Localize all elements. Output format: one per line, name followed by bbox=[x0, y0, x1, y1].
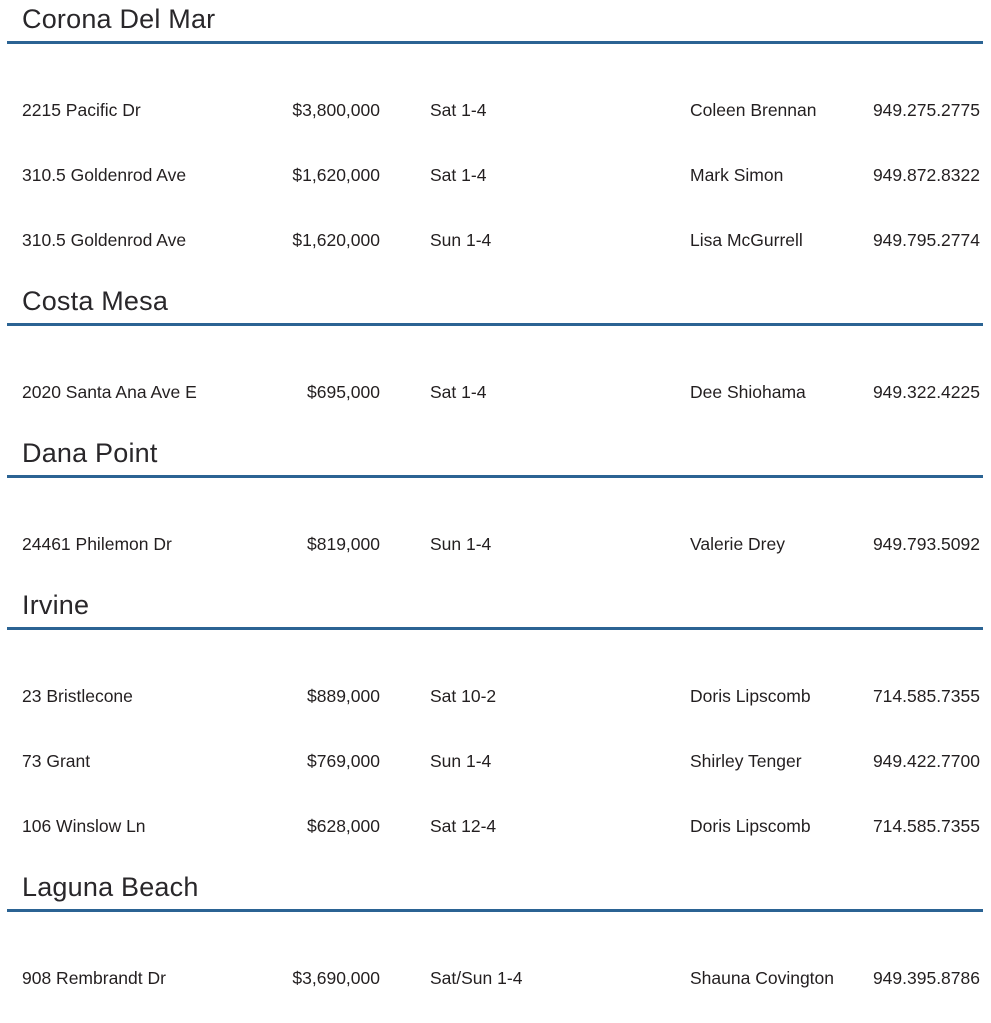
city-name: Dana Point bbox=[22, 438, 158, 468]
city-section bbox=[0, 4, 991, 272]
agent-name: Doris Lipscomb bbox=[690, 815, 811, 836]
open-house-time: Sun 1-4 bbox=[430, 533, 492, 554]
listing-address: 310.5 Goldenrod Ave bbox=[22, 229, 187, 250]
open-house-time: Sat 1-4 bbox=[430, 381, 487, 402]
listing-address: 310.5 Goldenrod Ave bbox=[22, 164, 187, 185]
listing-price: $769,000 bbox=[307, 750, 380, 771]
city-heading bbox=[7, 872, 983, 912]
listing-address: 2020 Santa Ana Ave E bbox=[22, 381, 197, 402]
open-house-time: Sat/Sun 1-4 bbox=[430, 967, 523, 988]
agent-phone: 949.793.5092 bbox=[872, 533, 980, 554]
city-name: Laguna Beach bbox=[22, 872, 199, 902]
city-name: Costa Mesa bbox=[22, 286, 169, 316]
listing-rows bbox=[22, 663, 980, 858]
open-house-time: Sat 1-4 bbox=[430, 99, 487, 120]
agent-phone: 949.795.2774 bbox=[872, 229, 980, 250]
listing-price: $3,800,000 bbox=[292, 99, 380, 120]
listing-rows bbox=[22, 359, 980, 424]
listing-price: $1,620,000 bbox=[292, 164, 380, 185]
open-house-time: Sun 1-4 bbox=[430, 229, 492, 250]
listing-price: $1,620,000 bbox=[292, 229, 380, 250]
listing-address: 2215 Pacific Dr bbox=[22, 99, 141, 120]
open-house-time: Sun 1-4 bbox=[430, 750, 492, 771]
city-section bbox=[0, 438, 991, 576]
agent-phone: 714.585.7355 bbox=[872, 685, 980, 706]
agent-name: Dee Shiohama bbox=[690, 381, 806, 402]
listing-row bbox=[22, 728, 980, 793]
listing-row bbox=[22, 945, 980, 1010]
agent-name: Shirley Tenger bbox=[690, 750, 802, 771]
city-section bbox=[0, 590, 991, 858]
listing-address: 73 Grant bbox=[22, 750, 91, 771]
listing-row bbox=[22, 793, 980, 858]
agent-phone: 949.422.7700 bbox=[872, 750, 980, 771]
agent-phone: 949.395.8786 bbox=[872, 967, 980, 988]
agent-name: Lisa McGurrell bbox=[690, 229, 803, 250]
open-house-time: Sat 10-2 bbox=[430, 685, 497, 706]
listing-row bbox=[22, 77, 980, 142]
listing-row bbox=[22, 359, 980, 424]
agent-phone: 714.585.7355 bbox=[872, 815, 980, 836]
agent-phone: 949.322.4225 bbox=[872, 381, 980, 402]
city-heading bbox=[7, 286, 983, 326]
city-name: Irvine bbox=[22, 590, 90, 620]
city-section bbox=[0, 872, 991, 1010]
listing-address: 908 Rembrandt Dr bbox=[22, 967, 166, 988]
listing-price: $889,000 bbox=[307, 685, 380, 706]
listing-rows bbox=[22, 945, 980, 1010]
agent-phone: 949.872.8322 bbox=[872, 164, 980, 185]
agent-name: Shauna Covington bbox=[690, 967, 834, 988]
open-house-time: Sat 1-4 bbox=[430, 164, 487, 185]
listing-row bbox=[22, 511, 980, 576]
city-heading bbox=[7, 438, 983, 478]
listing-price: $628,000 bbox=[307, 815, 380, 836]
listing-address: 106 Winslow Ln bbox=[22, 815, 146, 836]
listing-row bbox=[22, 142, 980, 207]
listing-price: $695,000 bbox=[307, 381, 380, 402]
agent-name: Coleen Brennan bbox=[690, 99, 817, 120]
city-section bbox=[0, 286, 991, 424]
open-house-time: Sat 12-4 bbox=[430, 815, 497, 836]
agent-name: Doris Lipscomb bbox=[690, 685, 811, 706]
city-sections bbox=[0, 4, 991, 1010]
agent-phone: 949.275.2775 bbox=[872, 99, 980, 120]
listing-row bbox=[22, 663, 980, 728]
city-heading bbox=[7, 590, 983, 630]
listing-price: $3,690,000 bbox=[292, 967, 380, 988]
city-heading bbox=[7, 4, 983, 44]
agent-name: Mark Simon bbox=[690, 164, 784, 185]
agent-name: Valerie Drey bbox=[690, 533, 785, 554]
city-name: Corona Del Mar bbox=[22, 4, 216, 34]
listing-row bbox=[22, 207, 980, 272]
listing-rows bbox=[22, 77, 980, 272]
listing-address: 23 Bristlecone bbox=[22, 685, 133, 706]
listing-price: $819,000 bbox=[307, 533, 380, 554]
listing-rows bbox=[22, 511, 980, 576]
listing-address: 24461 Philemon Dr bbox=[22, 533, 172, 554]
